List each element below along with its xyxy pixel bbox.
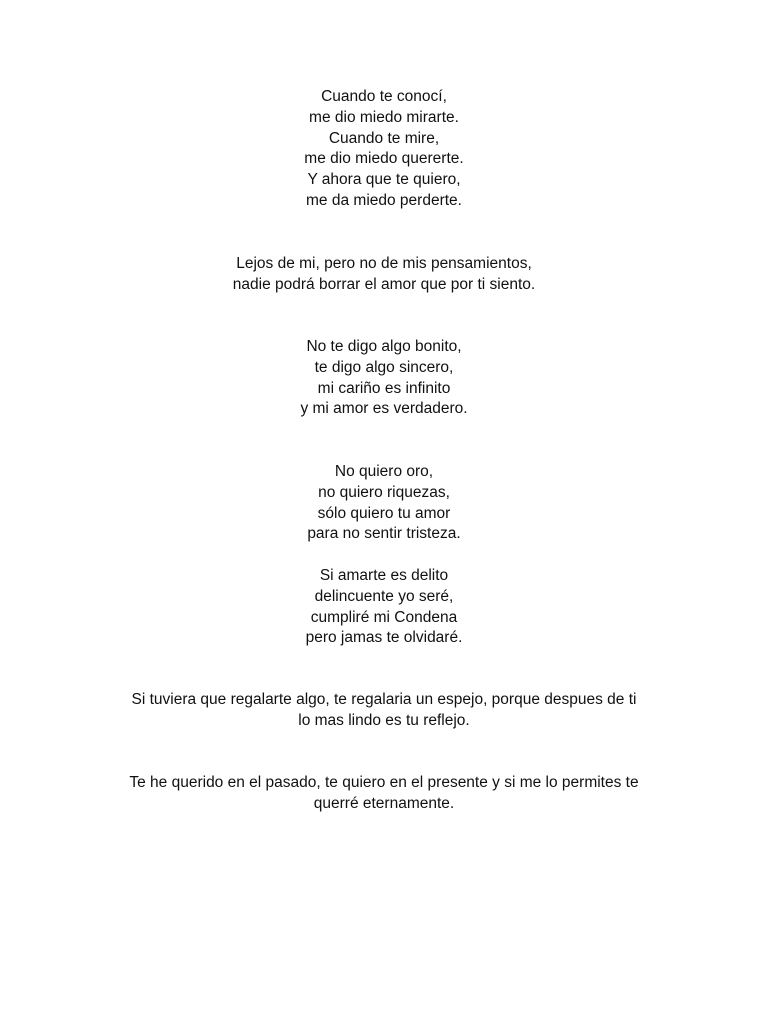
stanza-line: mi cariño es infinito: [317, 379, 451, 397]
stanza-line: para no sentir tristeza.: [307, 525, 461, 543]
stanza-line: No quiero oro,: [334, 463, 434, 480]
stanza-line: Y ahora que te quiero,: [307, 171, 461, 189]
stanza-line: y mi amor es verdadero.: [300, 400, 468, 418]
stanza-2: [96, 254, 672, 296]
stanza-line: no quiero riquezas,: [318, 483, 450, 501]
stanza-6: [96, 690, 672, 732]
stanza-3: [96, 337, 672, 420]
stanza-line: No te digo algo bonito,: [306, 338, 462, 355]
stanza-line: nadie podrá borrar el amor que por ti siento.: [232, 275, 536, 293]
stanza-1: [96, 87, 672, 212]
stanza-line: lo mas lindo es tu reflejo.: [298, 711, 470, 729]
stanza-line: te digo algo sincero,: [314, 358, 454, 376]
stanza-line: Si tuviera que regalarte algo, te regalaria un espejo, porque despues de ti: [131, 691, 637, 708]
stanza-line: me da miedo perderte.: [306, 191, 462, 209]
stanza-line: delincuente yo seré,: [314, 587, 454, 605]
stanza-line: Lejos de mi, pero no de mis pensamientos,: [236, 255, 532, 272]
stanza-line: Si amarte es delito: [319, 567, 449, 584]
stanza-7: [96, 773, 672, 815]
stanza-line: Cuando te conocí,: [321, 88, 447, 105]
stanza-line: sólo quiero tu amor: [317, 504, 451, 522]
stanza-line: me dio miedo quererte.: [304, 150, 464, 168]
stanza-4: [96, 462, 672, 545]
stanza-line: Cuando te mire,: [328, 129, 440, 147]
stanza-line: me dio miedo mirarte.: [309, 108, 459, 126]
stanza-line: Te he querido en el pasado, te quiero en el presente y si me lo permites te: [129, 774, 639, 791]
stanza-line: pero jamas te olvidaré.: [305, 629, 463, 647]
stanza-line: cumpliré mi Condena: [310, 608, 458, 626]
stanza-line: querré eternamente.: [313, 794, 455, 812]
stanza-5: [96, 566, 672, 649]
